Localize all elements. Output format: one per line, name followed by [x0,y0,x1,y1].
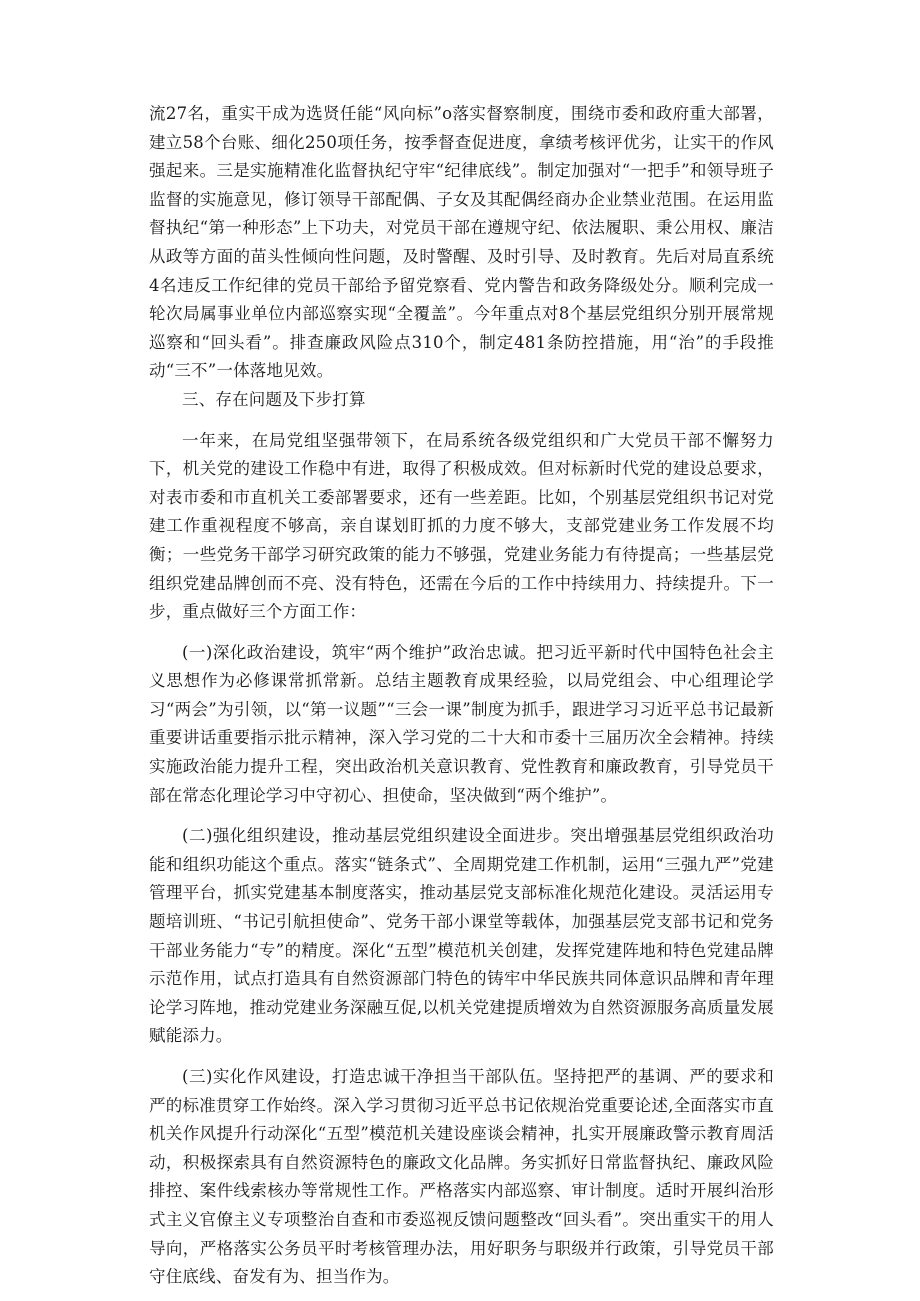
section-heading-problems-and-plans: 三、存在问题及下步打算 [182,389,366,409]
paragraph-organizational-construction: (二)强化组织建设，推动基层党组织建设全面进步。突出增强基层党组织政治功能和组织功能这个重点。落实“链条式”、全周期党建工作机制，运用“三强九严”党建管理平台，抓实党建基本制度落实，推动基层党支部标准化规范化建设。灵活运用专题培训班、“书记引航担使命”、党务干部小课堂等载体，加强基层党支部书记和党务干部业务能力“专”的精度。深化“五型”模范机关创建，发挥党建阵地和特色党建品牌示范作用，试点打造具有自然资源部门特色的铸牢中华民族共同体意识品牌和青年理论学习阵地，推动党建业务深融互促,以机关党建提质增效为自然资源服务高质量发展赋能添力。 [149,826,774,1046]
paragraph-continued: 流27名，重实干成为选贤任能“风向标”o落实督察制度，围绕市委和政府重大部署，建立58个台账、细化250项任务，按季督查促进度，拿绩考核评优劣，让实干的作风强起来。三是实施精准化监督执纪守牢“纪律底线”。制定加强对“一把手”和领导班子监督的实施意见，修订领导干部配偶、子女及其配偶经商办企业禁业范围。在运用监督执纪“第一种形态”上下功夫，对党员干部在遵规守纪、依法履职、秉公用权、廉洁从政等方面的苗头性倾向性问题，及时警醒、及时引导、及时教育。先后对局直系统4名违反工作纪律的党员干部给予留党察看、党内警告和政务降级处分。顺利完成一轮次局属事业单位内部巡察实现“全覆盖”。今年重点对8个基层党组织分别开展常规巡察和“回头看”。排查廉政风险点310个，制定481条防控措施，用“治”的手段推动“三不”一体落地见效。 [149,104,774,381]
document-body [149,100,774,1292]
paragraph-overview: 一年来，在局党组坚强带领下，在局系统各级党组织和广大党员干部不懈努力下，机关党的建设工作稳中有进，取得了积极成效。但对标新时代党的建设总要求，对表市委和市直机关工委部署要求，还有一些差距。比如，个别基层党组织书记对党建工作重视程度不够高，亲自谋划盯抓的力度不够大，支部党建业务工作发展不均衡；一些党务干部学习研究政策的能力不够强，党建业务能力有待提高；一些基层党组织党建品牌创而不亮、没有特色，还需在今后的工作中持续用力、持续提升。下一步，重点做好三个方面工作： [149,430,774,622]
paragraph-political-construction: (一)深化政治建设，筑牢“两个维护”政治忠诚。把习近平新时代中国特色社会主义思想作为必修课常抓常新。总结主题教育成果经验，以局党组会、中心组理论学习“两会”为引领，以“第一议题”“三会一课”制度为抓手，跟进学习习近平总书记最新重要讲话重要指示批示精神，深入学习党的二十大和市委十三届历次全会精神。持续实施政治能力提升工程，突出政治机关意识教育、党性教育和廉政教育，引导党员干部在常态化理论学习中守初心、担使命，坚决做到“两个维护”。 [149,642,774,805]
paragraph-style-construction: (三)实化作风建设，打造忠诚干净担当干部队伍。坚持把严的基调、严的要求和严的标准贯穿工作始终。深入学习贯彻习近平总书记依规治党重要论述,全面落实市直机关作风提升行动深化“五型”模范机关建设座谈会精神，扎实开展廉政警示教育周活动，积极探索具有自然资源特色的廉政文化品牌。务实抓好日常监督执纪、廉政风险排控、案件线索核办等常规性工作。严格落实内部巡察、审计制度。适时开展纠治形式主义官僚主义专项整治自查和市委巡视反馈问题整改“回头看”。突出重实干的用人导向，严格落实公务员平时考核管理办法，用好职务与职级并行政策，引导党员干部守住底线、奋发有为、担当作为。 [149,1067,774,1287]
